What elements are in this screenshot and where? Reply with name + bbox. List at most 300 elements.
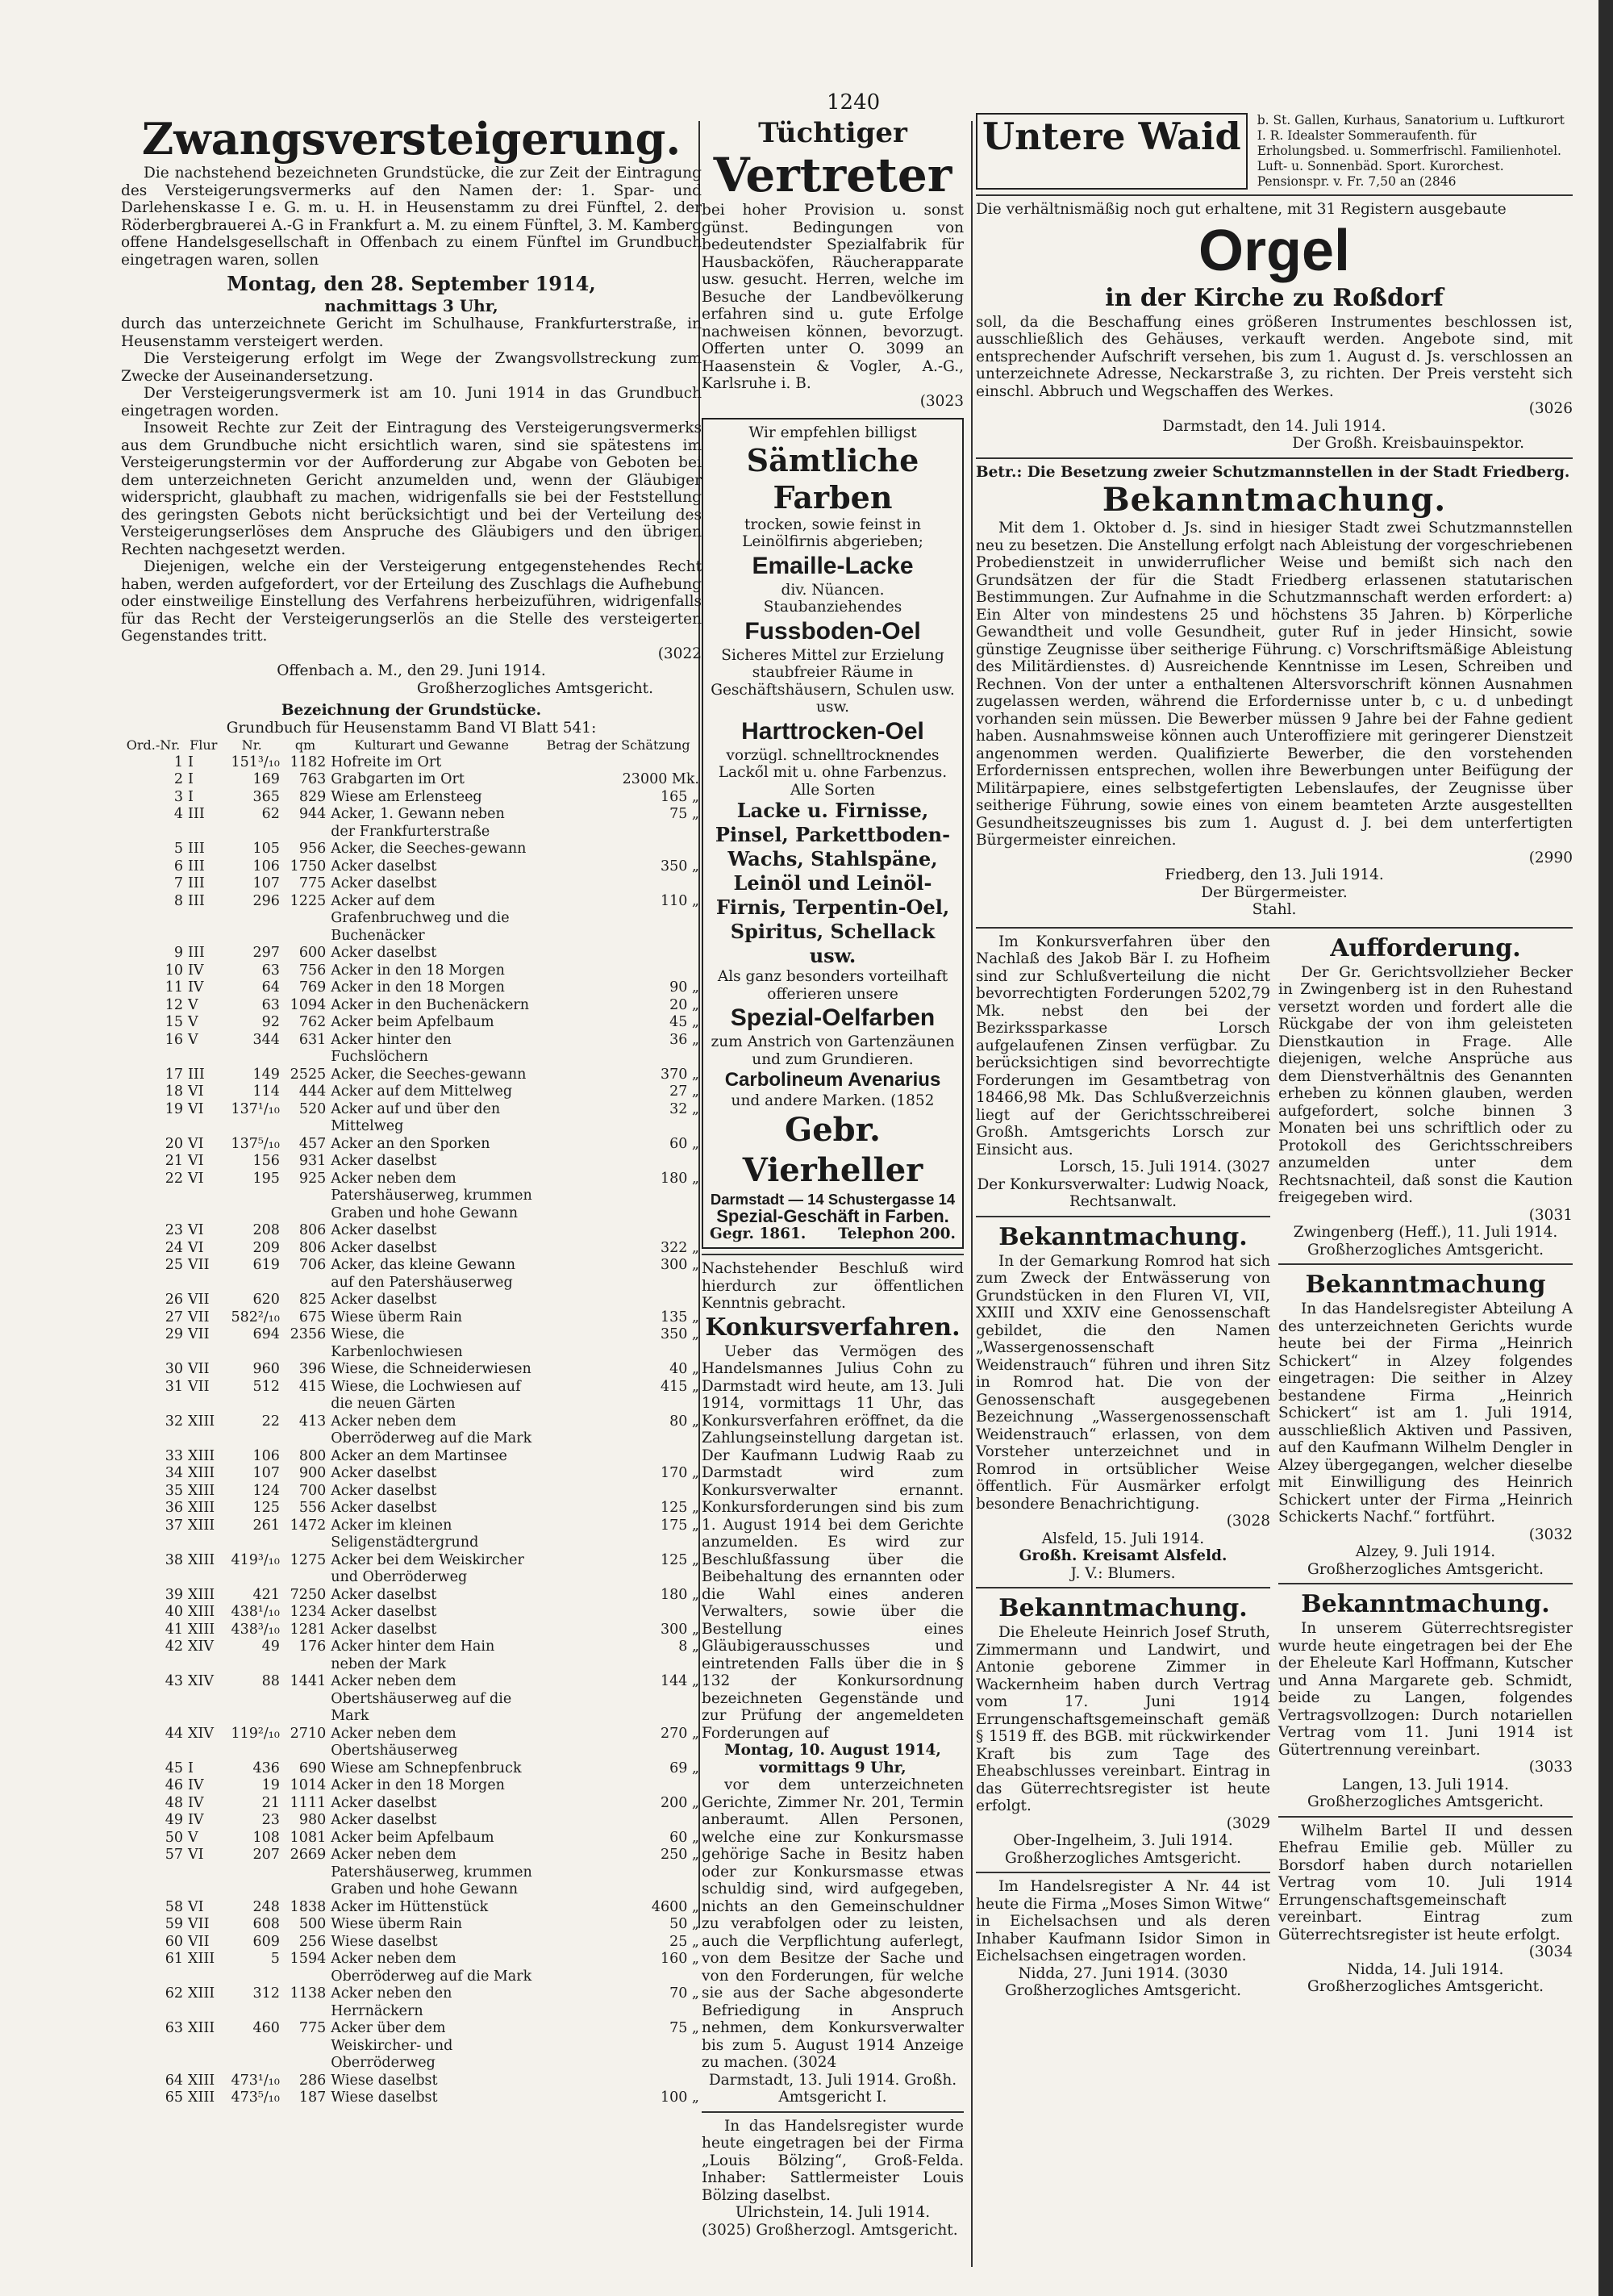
cell-betrag: 135 „ — [660, 1309, 699, 1325]
cell-ordnr: 11 — [165, 979, 184, 996]
cell-flur: XIII — [188, 1517, 215, 1534]
cell-qm: 556 — [298, 1500, 327, 1516]
ad1-heading-1: Tüchtiger — [758, 117, 907, 149]
table-row — [121, 1760, 702, 1778]
cell-nr: 5 — [270, 1951, 280, 1967]
cell-betrag: 25 „ — [669, 1933, 699, 1950]
cell-betrag: 300 „ — [660, 1257, 699, 1273]
bekanntmachung-sign: Friedberg, den 13. Juli 1914. — [1165, 866, 1384, 883]
paint-ad-phone: Telephon 200. — [838, 1225, 956, 1242]
cell-kulturart: Acker auf und über den Mittelweg — [331, 1100, 501, 1134]
table-row — [121, 1171, 702, 1223]
cell-ordnr: 39 — [165, 1586, 184, 1603]
table-row — [121, 1500, 702, 1517]
table-row — [121, 1587, 702, 1605]
table-row — [121, 1899, 702, 1917]
cell-ordnr: 58 — [165, 1898, 184, 1915]
auction-ref: (3022 — [657, 645, 702, 662]
cell-kulturart: Wiese, die Lochwiesen auf die neuen Gärten — [331, 1378, 521, 1412]
cell-qm: 925 — [298, 1170, 327, 1187]
cell-nr: 106 — [252, 858, 280, 875]
table-row — [121, 945, 702, 962]
cell-betrag: 60 „ — [669, 1829, 699, 1846]
cell-ordnr: 5 — [173, 841, 184, 857]
cell-betrag: 144 „ — [660, 1673, 699, 1689]
notice-right3-sign-2: Großherzogliches Amtsgericht. — [1307, 1793, 1544, 1810]
notice-left3-title: Bekanntmachung. — [998, 1594, 1248, 1622]
cell-betrag — [535, 875, 702, 893]
table-row — [121, 789, 702, 807]
notice-left4-sign: Nidda, 27. Juni 1914. (3030 — [1018, 1964, 1228, 1982]
notice-right1-text: Der Gr. Gerichtsvollzieher Becker in Zwingenberg ist in den Ruhestand versetzt worden und fordert alle die Rückgabe der von ihm geleisteten Dienstkaution in Frage. Alle diejenigen, welche Ansprüche aus dem Dienstverhältnis des Genannten erheben zu können glauben, werden aufgefordert, solche binnen 3 Monaten bei uns schriftlich oder zu Protokoll des Gerichtsschreibers anzumelden unter dem Rechtsnachteil, daß sonst die Kaution freigegeben wird. — [1278, 963, 1573, 1206]
cell-betrag: 180 „ — [660, 1170, 699, 1187]
divider — [1278, 1263, 1573, 1265]
cell-betrag: 40 „ — [669, 1361, 699, 1377]
cell-kulturart: Acker an dem Martinsee — [331, 1447, 507, 1464]
orgel-text: soll, da die Beschaffung eines größeren Instrumentes beschlossen ist, ausschließlich des Gehäuses, verkauft werden. Angebote sind, mit entsprechender Aufschrift versehen, bis zum 1. August d. Js. verschlossen an unterzeichnete Adresse, Neckarstraße 3, zu richten. Der Preis versteht sich einschl. Abbruch und Wegschaffen des Werkes. — [976, 313, 1573, 400]
cell-betrag — [535, 1292, 702, 1309]
cell-nr: 114 — [252, 1083, 280, 1100]
cell-nr: 208 — [252, 1222, 280, 1238]
cell-kulturart: Acker auf dem Mittelweg — [331, 1083, 513, 1100]
table-row — [121, 1916, 702, 1934]
cell-flur: XIII — [188, 1500, 215, 1516]
notice-right3-title: Bekanntmachung. — [1301, 1590, 1550, 1618]
cell-nr: 582²/₁₀ — [231, 1309, 280, 1325]
cell-ordnr: 2 — [173, 771, 184, 787]
cell-nr: 512 — [252, 1378, 280, 1395]
notice-right2-sign-2: Großherzogliches Amtsgericht. — [1307, 1560, 1544, 1578]
cell-betrag: 75 „ — [669, 2020, 699, 2036]
cell-flur: I — [188, 788, 194, 805]
cell-betrag — [535, 1777, 702, 1795]
cell-flur: I — [188, 1760, 194, 1776]
cell-kulturart: Acker in den 18 Morgen — [331, 979, 505, 996]
cell-ordnr: 10 — [165, 962, 184, 979]
notice-right4-sign: Nidda, 14. Juli 1914. — [1347, 1960, 1504, 1978]
betr-line: Betr.: Die Besetzung zweier Schutzmannstellen in der Stadt Friedberg. — [976, 463, 1570, 481]
cell-ordnr: 6 — [173, 858, 184, 875]
cell-ordnr: 42 — [165, 1639, 184, 1655]
table-row — [121, 1483, 702, 1501]
cell-qm: 825 — [298, 1292, 327, 1308]
paint-ad-founded: Gegr. 1861. — [710, 1225, 806, 1242]
cell-flur: VI — [188, 1135, 204, 1152]
cell-flur: III — [188, 1066, 205, 1083]
cell-qm: 520 — [298, 1100, 327, 1117]
cell-betrag: 200 „ — [660, 1794, 699, 1811]
cell-nr: 609 — [252, 1933, 280, 1950]
konkurs-text: Ueber das Vermögen des Handelsmannes Julius Cohn zu Darmstadt wird heute, am 13. Juli 1914, vormittags 11 Uhr, das Konkursverfahren eröffnet, da die Zahlungseinstellung dargetan ist. Der Kaufmann Ludwig Raab zu Darmstadt wird zum Konkursverwalter ernannt. Konkursforderungen sind bis zum 1. August 1914 bei dem Gerichte anzumelden. Es wird zur Beschlußfassung über die Beibehaltung des ernannten oder die Wahl eines anderen Verwalters, sowie über die Bestellung eines Gläubigerausschusses und eintretenden Falls über die in § 132 der Konkursordnung bezeichneten Gegenstände und zur Prüfung der angemeldeten Forderungen auf — [702, 1342, 964, 1742]
auction-p1: durch das unterzeichnete Gericht im Schulhause, Frankfurterstraße, in Heusenstamm versteigert werden. — [121, 315, 702, 350]
notice-left1: Im Konkursverfahren über den Nachlaß des Jakob Bär I. zu Hofheim sind zur Schlußverteilung die nicht bevorrechtigten Forderungen 5202,79 Mk. nebst den bei der Bezirkssparkasse Lorsch aufgelaufenen Zinsen verfügbar. Zu berücksichtigen sind bevorrechtigte Forderungen im Gesamtbetrag von 18466,98 Mk. Das Schlußverzeichnis liegt auf der Gerichtsschreiberei Großh. Amtsgerichts Lorsch zur Einsicht aus. — [976, 933, 1270, 1158]
paint-ad-h4: Harttrocken-Oel — [741, 717, 924, 745]
cell-betrag: 100 „ — [660, 2089, 699, 2106]
bekanntmachung-ref: (2990 — [1528, 849, 1573, 866]
cell-betrag: 80 „ — [669, 1413, 699, 1430]
paint-ad-h3: Fussboden-Oel — [744, 617, 921, 645]
paint-ad-t2: div. Nüancen. — [781, 581, 885, 599]
table-row — [121, 1517, 702, 1552]
cell-betrag: 4600 „ — [651, 1898, 699, 1915]
cell-betrag — [535, 841, 702, 858]
table-row — [121, 1153, 702, 1171]
column-rule — [971, 121, 973, 2267]
cell-kulturart: Wiese überm Rain — [331, 1309, 462, 1325]
column-right — [976, 113, 1573, 2000]
cell-qm: 631 — [298, 1031, 327, 1048]
table-row — [121, 1361, 702, 1379]
cell-betrag: 125 „ — [660, 1500, 699, 1516]
cell-flur: XIII — [188, 1465, 215, 1481]
table-row — [121, 1067, 702, 1084]
cell-kulturart: Wiese, die Schneiderwiesen — [331, 1361, 531, 1377]
cell-qm: 763 — [298, 771, 327, 787]
cell-betrag: 36 „ — [669, 1031, 699, 1048]
bekanntmachung-title: Bekanntmachung. — [1102, 481, 1447, 519]
divider — [1278, 1816, 1573, 1818]
divider — [976, 1872, 1270, 1873]
cell-kulturart: Acker hinter dem Hain neben der Mark — [331, 1639, 495, 1672]
cell-betrag: 370 „ — [660, 1066, 699, 1083]
paint-ad-address: Darmstadt — 14 Schustergasse 14 — [710, 1190, 956, 1208]
cell-qm: 1014 — [290, 1777, 327, 1793]
cell-flur: V — [188, 1829, 198, 1846]
cell-qm: 756 — [298, 962, 327, 979]
cell-betrag: 350 „ — [660, 858, 699, 875]
paint-ad-intro: Wir empfehlen billigst — [748, 424, 917, 441]
cell-qm: 286 — [298, 2072, 327, 2089]
cell-nr: 473⁵/₁₀ — [231, 2089, 280, 2106]
table-row — [121, 2073, 702, 2090]
cell-ordnr: 3 — [173, 788, 184, 805]
cell-flur: V — [188, 996, 198, 1013]
cell-flur: I — [188, 771, 194, 787]
cell-nr: 119²/₁₀ — [231, 1725, 280, 1742]
cell-betrag: 175 „ — [660, 1517, 699, 1534]
cell-kulturart: Acker in den 18 Morgen — [331, 1777, 505, 1793]
notice-left3-sign-2: Großherzogliches Amtsgericht. — [1005, 1849, 1241, 1867]
paint-ad-t7: Als ganz besonders vorteilhaft offerieren unsere — [717, 968, 948, 1003]
cell-nr: 21 — [261, 1794, 280, 1811]
cell-ordnr: 50 — [165, 1829, 184, 1846]
cell-nr: 92 — [261, 1014, 280, 1030]
cell-nr: 460 — [252, 2020, 280, 2036]
cell-ordnr: 30 — [165, 1361, 184, 1377]
table-row — [121, 979, 702, 997]
cell-kulturart: Acker daselbst — [331, 1482, 437, 1499]
cell-kulturart: Wiese daselbst — [331, 2072, 438, 2089]
cell-qm: 1441 — [290, 1673, 327, 1689]
cell-nr: 209 — [252, 1239, 280, 1256]
cell-flur: V — [188, 1014, 198, 1030]
cell-nr: 107 — [252, 1465, 280, 1481]
cell-qm: 444 — [298, 1083, 327, 1100]
paint-ad-h5: Lacke u. Firnisse, Pinsel, Parkettboden-Wachs, Stahlspäne, Leinöl und Leinöl-Firnis, Terpentin-Oel, Spiritus, Schellack usw. — [715, 799, 951, 967]
cell-flur: III — [188, 875, 205, 891]
cell-kulturart: Acker daselbst — [331, 1794, 437, 1811]
table-row — [121, 1830, 702, 1847]
table-row — [121, 1222, 702, 1240]
auction-court: Großherzogliches Amtsgericht. — [417, 679, 653, 697]
cell-qm: 1275 — [290, 1551, 327, 1568]
cell-ordnr: 64 — [165, 2072, 184, 2089]
cell-ordnr: 16 — [165, 1031, 184, 1048]
table-row — [121, 1777, 702, 1795]
auction-date: Montag, den 28. September 1914, — [227, 272, 596, 295]
header-nr: Nr. — [241, 737, 262, 753]
cell-ordnr: 37 — [165, 1517, 184, 1534]
cell-kulturart: Acker daselbst — [331, 1465, 437, 1481]
auction-p5: Diejenigen, welche ein der Versteigerung entgegenstehendes Recht haben, werden aufgefordert, vor der Erteilung des Zuschlags die Aufhebung oder einstweilige Einstellung des Verfahrens herbeizuführen, widrigenfalls für das Recht der Versteigerungserlös an die Stelle des versteigerten Gegenstandes tritt. — [121, 558, 702, 645]
notice-left4-sign-2: Großherzogliches Amtsgericht. — [1005, 1982, 1241, 1999]
cell-flur: IV — [188, 962, 204, 979]
cell-flur: VI — [188, 1847, 204, 1863]
cell-flur: III — [188, 841, 205, 857]
cell-ordnr: 43 — [165, 1673, 184, 1689]
paint-ad-h7: Carbolineum Avenarius — [724, 1069, 941, 1091]
cell-nr: 23 — [261, 1812, 280, 1828]
cell-qm: 413 — [298, 1413, 327, 1430]
notice-right1-sign: Zwingenberg (Heff.), 11. Juli 1914. — [1293, 1224, 1558, 1241]
cell-kulturart: Acker daselbst — [331, 945, 437, 961]
header-betrag: Betrag der Schätzung — [546, 737, 690, 753]
notice-right2-sign: Alzey, 9. Juli 1914. — [1355, 1543, 1496, 1560]
cell-betrag: 270 „ — [660, 1725, 699, 1742]
cell-nr: 207 — [252, 1847, 280, 1863]
table-row — [121, 2089, 702, 2107]
cell-kulturart: Acker hinter den Fuchslöchern — [331, 1031, 452, 1065]
bekanntmachung-sign-3: Stahl. — [1252, 901, 1297, 918]
cell-qm: 1234 — [290, 1604, 327, 1620]
table-row — [121, 1413, 702, 1448]
paint-ad-h1: Sämtliche Farben — [746, 441, 919, 516]
table-row — [121, 1934, 702, 1952]
notice-right2-title: Bekanntmachung — [1305, 1271, 1546, 1299]
cell-ordnr: 26 — [165, 1292, 184, 1308]
cell-betrag: 50 „ — [669, 1916, 699, 1932]
cell-flur: IV — [188, 1812, 204, 1828]
cell-flur: III — [188, 945, 205, 961]
column-left — [121, 113, 702, 2107]
header-flur: Flur — [190, 737, 218, 753]
cell-ordnr: 23 — [165, 1222, 184, 1238]
cell-qm: 806 — [298, 1222, 327, 1238]
cell-qm: 1838 — [290, 1898, 327, 1915]
cell-ordnr: 29 — [165, 1326, 184, 1342]
cell-ordnr: 44 — [165, 1725, 184, 1742]
cell-flur: XIV — [188, 1725, 215, 1742]
paint-ad-t9: und andere Marken. (1852 — [731, 1092, 935, 1109]
notice-right4-text: Wilhelm Bartel II und dessen Ehefrau Emilie geb. Müller zu Borsdorf haben durch notariellen Vertrag vom 10. Juli 1914 Errungenschaftsgemeinschaft vereinbart. Eintrag zum Güterrechtsregister ist heute erfolgt. — [1278, 1822, 1573, 1943]
cell-qm: 1111 — [290, 1794, 327, 1811]
table-row — [121, 893, 702, 946]
bekanntmachung-sign-2: Der Bürgermeister. — [1201, 883, 1348, 901]
table-row — [121, 1639, 702, 1673]
cell-ordnr: 20 — [165, 1135, 184, 1152]
cell-qm: 775 — [298, 2020, 327, 2036]
table-row — [121, 771, 702, 789]
paint-ad-t8: zum Anstrich von Gartenzäunen und zum Grundieren. — [711, 1033, 955, 1068]
divider — [1278, 1583, 1573, 1584]
cell-ordnr: 9 — [173, 945, 184, 961]
table-row — [121, 754, 702, 772]
table-row — [121, 1448, 702, 1466]
notice-left3-ref: (3029 — [1226, 1814, 1270, 1832]
cell-flur: VI — [188, 1100, 204, 1117]
cell-qm: 931 — [298, 1153, 327, 1169]
cell-betrag: 32 „ — [669, 1100, 699, 1117]
cell-betrag: 125 „ — [660, 1551, 699, 1568]
cell-nr: 438³/₁₀ — [231, 1621, 280, 1638]
cell-nr: 436 — [252, 1760, 280, 1776]
cell-nr: 63 — [261, 996, 280, 1013]
cell-qm: 415 — [298, 1378, 327, 1395]
untere-waid-title: Untere Waid — [976, 113, 1248, 190]
ad1-text: bei hoher Provision u. sonst günst. Bedingungen von bedeutendster Spezialfabrik für Hausbacköfen, Räucherapparate usw. gesucht. Herren, welche im Besuche der Landbevölkerung erfahren sind u. gute Erfolge nachweisen können, bevorzugt. Offerten unter O. 3099 an Haasenstein & Vogler, A.-G., Karlsruhe i. B. — [702, 202, 964, 392]
cell-flur: VII — [188, 1257, 210, 1273]
cell-flur: XIII — [188, 1413, 215, 1430]
notice-right1-ref: (3031 — [1528, 1206, 1573, 1224]
cell-kulturart: Acker, die Seeches-gewann — [331, 1066, 527, 1083]
cell-ordnr: 35 — [165, 1482, 184, 1499]
cell-qm: 2710 — [290, 1725, 327, 1742]
cell-qm: 980 — [298, 1812, 327, 1828]
divider — [702, 1254, 964, 1255]
cell-nr: 419³/₁₀ — [231, 1551, 280, 1568]
cell-betrag: 250 „ — [660, 1847, 699, 1863]
cell-kulturart: Acker neben dem Oberröderweg auf die Mark — [331, 1413, 532, 1446]
cell-flur: XIII — [188, 2089, 215, 2106]
cell-betrag: 180 „ — [660, 1586, 699, 1603]
table-row — [121, 1101, 702, 1136]
cell-qm: 187 — [298, 2089, 327, 2106]
auction-p3: Der Versteigerungsvermerk ist am 10. Juni 1914 in das Grundbuch eingetragen worden. — [121, 385, 702, 420]
paint-ad-footer — [710, 1225, 956, 1243]
cell-kulturart: Wiese, die Karbenlochwiesen — [331, 1326, 463, 1360]
cell-kulturart: Acker daselbst — [331, 858, 437, 875]
notice-right4-ref: (3034 — [1528, 1943, 1573, 1960]
cell-ordnr: 33 — [165, 1447, 184, 1464]
cell-ordnr: 1 — [173, 754, 184, 770]
handelsregister-ref: (3025) Großherzogl. Amtsgericht. — [702, 2221, 958, 2239]
cell-nr: 421 — [252, 1586, 280, 1603]
orgel-sign-2: Der Großh. Kreisbauinspektor. — [1292, 435, 1524, 452]
cell-qm: 1472 — [290, 1517, 327, 1534]
cell-kulturart: Acker daselbst — [331, 1621, 437, 1638]
table-row — [121, 875, 702, 893]
cell-ordnr: 41 — [165, 1621, 184, 1638]
cell-nr: 124 — [252, 1482, 280, 1499]
cell-betrag — [535, 1448, 702, 1466]
table-row — [121, 1465, 702, 1483]
table-title: Bezeichnung der Grundstücke. — [281, 702, 542, 719]
cell-nr: 106 — [252, 1447, 280, 1464]
table-row — [121, 1847, 702, 1899]
cell-nr: 108 — [252, 1829, 280, 1846]
notice-right4-sign-2: Großherzogliches Amtsgericht. — [1307, 1978, 1544, 1995]
untere-waid-ad — [976, 113, 1573, 190]
page-number: 1240 — [827, 90, 881, 115]
cell-nr: 261 — [252, 1517, 280, 1534]
cell-nr: 64 — [261, 979, 280, 996]
cell-kulturart: Acker über dem Weiskircher- und Oberröderweg — [331, 2020, 453, 2071]
notice-left1-sign: Lorsch, 15. Juli 1914. (3027 — [1059, 1158, 1270, 1175]
cell-ordnr: 46 — [165, 1777, 184, 1793]
cell-betrag: 350 „ — [660, 1326, 699, 1342]
cell-betrag: 165 „ — [660, 788, 699, 805]
table-row — [121, 2020, 702, 2073]
cell-qm: 7250 — [290, 1586, 327, 1603]
cell-nr: 156 — [252, 1153, 280, 1169]
cell-qm: 2669 — [290, 1847, 327, 1863]
paint-ad-t5: vorzügl. schnelltrocknendes Lackől mit u. ohne Farbenzus. — [718, 746, 948, 781]
konkurs-title: Konkursverfahren. — [705, 1313, 961, 1342]
cell-nr: 107 — [252, 875, 280, 891]
cell-kulturart: Acker beim Apfelbaum — [331, 1829, 494, 1846]
cell-qm: 675 — [298, 1309, 327, 1325]
orgel-pre: Die verhältnismäßig noch gut erhaltene, mit 31 Registern ausgebaute — [976, 201, 1507, 218]
cell-flur: IV — [188, 1777, 204, 1793]
auction-place-date: Offenbach a. M., den 29. Juni 1914. — [277, 662, 546, 679]
paint-ad-t6: Alle Sorten — [790, 781, 875, 799]
cell-ordnr: 21 — [165, 1153, 184, 1169]
cell-kulturart: Acker beim Apfelbaum — [331, 1014, 494, 1030]
cell-flur: XIII — [188, 1482, 215, 1499]
cell-betrag — [535, 1604, 702, 1622]
cell-ordnr: 24 — [165, 1239, 184, 1256]
cell-ordnr: 63 — [165, 2020, 184, 2036]
cell-qm: 769 — [298, 979, 327, 996]
notice-col-right — [1278, 933, 1573, 2000]
cell-ordnr: 19 — [165, 1100, 184, 1117]
table-row — [121, 1083, 702, 1101]
cell-qm: 775 — [298, 875, 327, 891]
konkurs-text-2: vor dem unterzeichneten Gerichte, Zimmer Nr. 201, Termin anberaumt. Allen Personen, welche eine zur Konkursmasse gehörige Sache in Besitz haben oder zur Konkursmasse etwas schuldig sind, wird aufgegeben, nichts an den Gemeinschuldner zu verabfolgen oder zu leisten, auch die Verpflichtung auferlegt, von dem Besitze der Sache und von den Forderungen, für welche sie aus der Sache abgesonderte Befriedigung in Anspruch nehmen, dem Konkursverwalter bis zum 5. August 1914 Anzeige zu machen. (3024 — [702, 1776, 964, 2071]
cell-betrag: 170 „ — [660, 1465, 699, 1481]
cell-kulturart: Acker im kleinen Seligenstädtergrund — [331, 1517, 479, 1551]
cell-ordnr: 25 — [165, 1257, 184, 1273]
cell-qm: 690 — [298, 1760, 327, 1776]
paint-ad-t4: Sicheres Mittel zur Erzielung staubfreier Räume in Geschäftshäusern, Schulen usw. usw. — [711, 646, 955, 716]
table-row — [121, 997, 702, 1015]
cell-kulturart: Acker auf dem Grafenbruchweg und die Buchenäcker — [331, 892, 510, 944]
cell-nr: 22 — [261, 1413, 280, 1430]
cell-betrag: 110 „ — [660, 892, 699, 909]
table-header-row — [121, 737, 702, 754]
cell-betrag — [535, 1812, 702, 1830]
cell-nr: 62 — [261, 806, 280, 822]
cell-ordnr: 4 — [173, 806, 184, 822]
cell-kulturart: Acker im Hüttenstück — [331, 1898, 489, 1915]
auction-intro: Die nachstehend bezeichneten Grundstücke, die zur Zeit der Eintragung des Versteigerungsvermerks auf den Namen der: 1. Spar- und Darlehenskasse I e. G. m. u. H. in Heusenstamm zu drei Fünftel, 2. der Röderbergbrauerei A.-G in Frankfurt a. M. zu einem Fünftel, 3. M. Kamberg offene Handelsgesellschaft in Offenbach zu einem Fünftel im Grundbuch eingetragen waren, sollen — [121, 165, 702, 269]
cell-ordnr: 59 — [165, 1916, 184, 1932]
cell-ordnr: 48 — [165, 1794, 184, 1811]
cell-betrag: 415 „ — [660, 1378, 699, 1395]
table-row — [121, 1136, 702, 1154]
cell-betrag: 300 „ — [660, 1621, 699, 1638]
cell-flur: XIII — [188, 1985, 215, 2002]
cell-flur: XIII — [188, 1621, 215, 1638]
notice-left3-text: Die Eheleute Heinrich Josef Struth, Zimmermann und Landwirt, und Antonie geborene Zimmer in Wackernheim haben durch Vertrag vom 17. Juni 1914 Errungenschaftsgemeinschaft gemäß § 1519 ff. des BGB. mit rückwirkender Kraft bis zum Tage des Eheabschlusses vereinbart. Eintrag in das Güterrechtsregister ist heute erfolgt. — [976, 1624, 1270, 1814]
cell-nr: 19 — [261, 1777, 280, 1793]
cell-kulturart: Acker daselbst — [331, 1239, 437, 1256]
cell-ordnr: 40 — [165, 1604, 184, 1620]
cell-qm: 1094 — [290, 996, 327, 1013]
cell-flur: VII — [188, 1916, 210, 1932]
cell-ordnr: 65 — [165, 2089, 184, 2106]
cell-qm: 2525 — [290, 1066, 327, 1083]
